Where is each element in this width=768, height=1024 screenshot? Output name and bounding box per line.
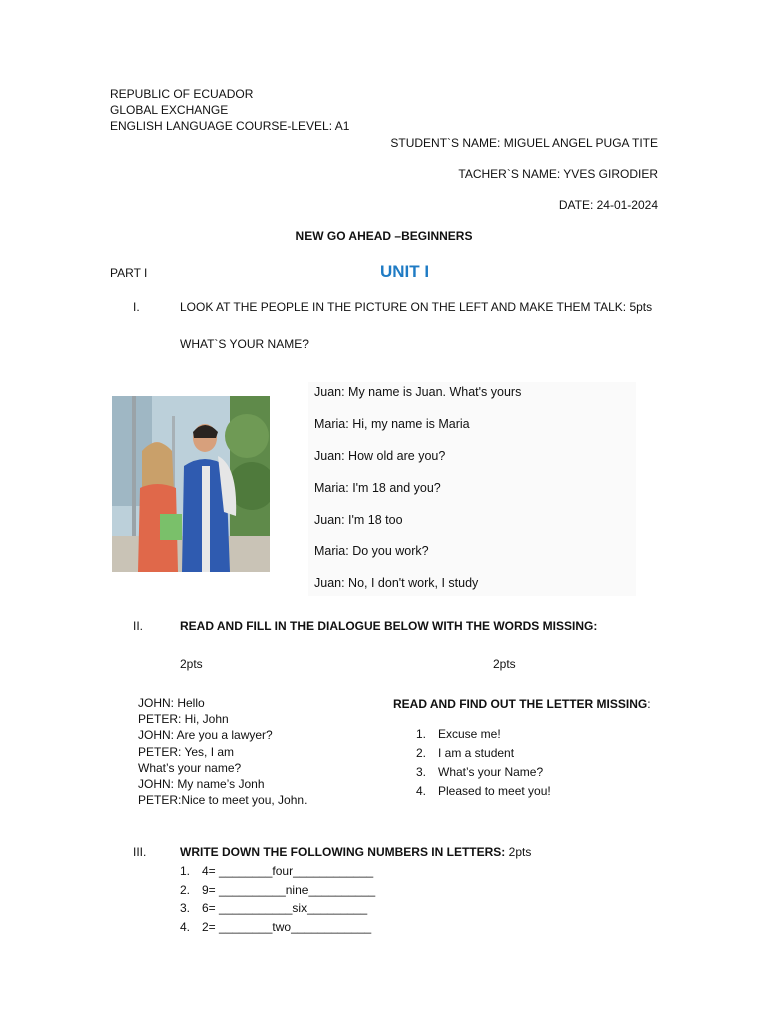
part-label: PART I xyxy=(110,266,148,280)
dialogue-line: Maria: Hi, my name is Maria xyxy=(314,417,470,431)
fill-dialogue-line: JOHN: Hello xyxy=(138,696,205,710)
letter-missing-title: READ AND FIND OUT THE LETTER MISSING: xyxy=(393,697,651,711)
book-title: NEW GO AHEAD –BEGINNERS xyxy=(295,229,473,243)
number-item: 3. 6= ___________six_________ xyxy=(180,901,368,915)
section2-points-left: 2pts xyxy=(180,657,203,671)
fill-dialogue-line: PETER: Hi, John xyxy=(138,712,229,726)
number-item: 4. 2= ________two____________ xyxy=(180,920,372,934)
dialogue-line: Juan: My name is Juan. What's yours xyxy=(314,385,522,399)
student-name: STUDENT`S NAME: MIGUEL ANGEL PUGA TITE xyxy=(390,136,658,150)
date: DATE: 24-01-2024 xyxy=(558,198,658,212)
fill-dialogue-line: PETER:Nice to meet you, John. xyxy=(138,793,308,807)
people-photo xyxy=(112,396,270,572)
fill-dialogue-line: What’s your name? xyxy=(138,761,242,775)
number-item: 2. 9= __________nine__________ xyxy=(180,883,376,897)
fill-dialogue-line: PETER: Yes, I am xyxy=(138,745,235,759)
section1-instruction: LOOK AT THE PEOPLE IN THE PICTURE ON THE LEFT AND MAKE THEM TALK: 5pts xyxy=(180,300,653,314)
letter-missing-item: 2. I am a student xyxy=(416,746,515,760)
section1-prompt: WHAT`S YOUR NAME? xyxy=(180,337,309,351)
letter-missing-item: 4. Pleased to meet you! xyxy=(416,784,551,798)
section3-number: III. xyxy=(133,845,147,859)
section2-number: II. xyxy=(133,619,144,633)
letter-missing-item: 3. What’s your Name? xyxy=(416,765,544,779)
dialogue-line: Maria: Do you work? xyxy=(314,544,429,558)
unit-title: UNIT I xyxy=(380,262,430,281)
dialogue-line: Maria: I'm 18 and you? xyxy=(314,481,441,495)
dialogue-line: Juan: I'm 18 too xyxy=(314,513,403,527)
header-republic: REPUBLIC OF ECUADOR xyxy=(110,87,254,101)
teacher-name: TACHER`S NAME: YVES GIRODIER xyxy=(458,167,658,181)
header-course-level: ENGLISH LANGUAGE COURSE-LEVEL: A1 xyxy=(110,119,350,133)
dialogue-line: Juan: No, I don't work, I study xyxy=(314,576,479,590)
section2-points-right: 2pts xyxy=(493,657,516,671)
section3-instruction: WRITE DOWN THE FOLLOWING NUMBERS IN LETTERS: 2pts xyxy=(180,845,532,859)
header-institution: GLOBAL EXCHANGE xyxy=(110,103,229,117)
fill-dialogue-line: JOHN: Are you a lawyer? xyxy=(138,728,273,742)
fill-dialogue-line: JOHN: My name’s Jonh xyxy=(138,777,265,791)
dialogue-line: Juan: How old are you? xyxy=(314,449,446,463)
letter-missing-item: 1. Excuse me! xyxy=(416,727,501,741)
section2-instruction: READ AND FILL IN THE DIALOGUE BELOW WITH THE WORDS MISSING: xyxy=(180,619,598,633)
section1-number: I. xyxy=(133,300,140,314)
number-item: 1. 4= ________four____________ xyxy=(180,864,374,878)
